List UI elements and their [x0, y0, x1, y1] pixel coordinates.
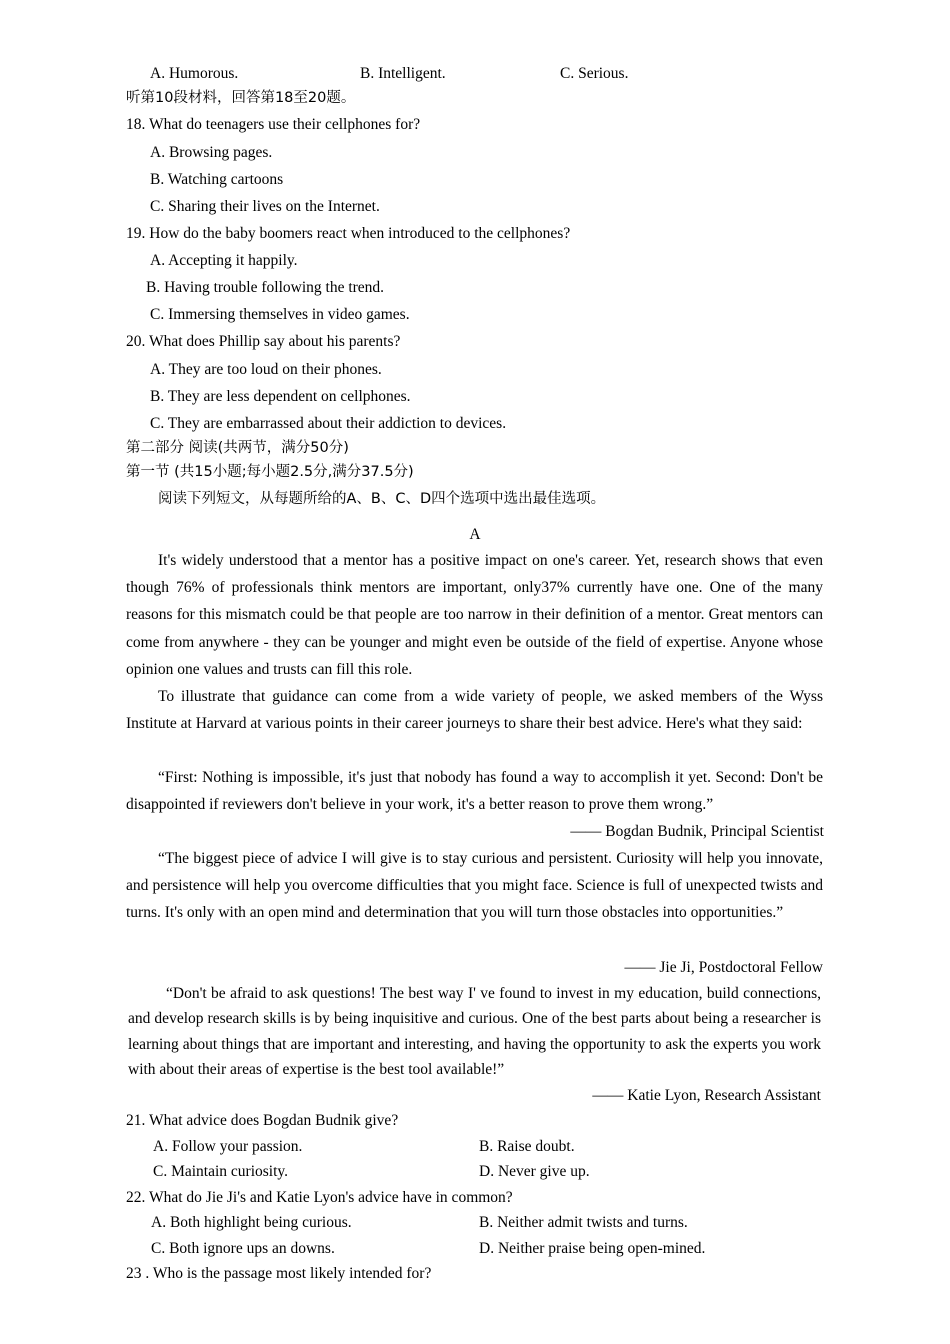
q20-option-c: C. They are embarrassed about their addiction to devices.: [150, 415, 507, 432]
passage-paragraph-2: To illustrate that guidance can come from a wide variety of people, we asked members of the Wyss Institute at Harvard at various points in their career journeys to share their best advice. Here's what they said:: [126, 688, 823, 733]
q22-option-c: C. Both ignore ups an downs.: [151, 1240, 335, 1257]
q18-option-b: B. Watching cartoons: [150, 171, 284, 188]
section1-title: 第一节 (共15小题;每小题2.5分,满分37.5分): [126, 464, 414, 480]
quote-jie-ji: “The biggest piece of advice I will give is to stay curious and persistent. Curiosity will help you innovate, and persistence will help you overcome difficulties that you might face. Science is full of unexpected twists and turns. It's only with an open mind and determination that you will turn those obstacles into opportunities.”: [126, 850, 823, 922]
q22-stem: 22. What do Jie Ji's and Katie Lyon's advice have in common?: [126, 1189, 513, 1206]
q17-option-c: C. Serious.: [560, 65, 629, 82]
q18-option-a: A. Browsing pages.: [150, 144, 273, 161]
q20-option-b: B. They are less dependent on cellphones.: [150, 388, 411, 405]
passage-label: A: [469, 526, 481, 543]
quote-budnik: “First: Nothing is impossible, it's just that nobody has found a way to accomplish it yet. Second: Don't be disappointed if reviewers don't believe in your work, it's a better reason to prove them wrong.”: [126, 769, 823, 814]
q17-option-a: A. Humorous.: [150, 65, 239, 82]
q22-option-a: A. Both highlight being curious.: [151, 1214, 352, 1231]
q18-option-c: C. Sharing their lives on the Internet.: [150, 198, 380, 215]
q19-option-a: A. Accepting it happily.: [150, 252, 298, 269]
q20-option-a: A. They are too loud on their phones.: [150, 361, 382, 378]
section10-intro: 听第10段材料，回答第18至20题。: [126, 90, 356, 106]
part2-title: 第二部分 阅读(共两节，满分50分): [126, 440, 349, 456]
q21-stem: 21. What advice does Bogdan Budnik give?: [126, 1112, 399, 1129]
q21-option-a: A. Follow your passion.: [153, 1138, 303, 1155]
q21-option-b: B. Raise doubt.: [479, 1138, 575, 1155]
quote-katie-lyon: “Don't be afraid to ask questions! The best way I' ve found to invest in my education, build connections, and develop research skills is by being inquisitive and curious. One of the best parts about being a researcher is learning about things that are important and interesting, and having the opportunity to ask the experts you work with about their areas of expertise is the best tool available!”: [128, 985, 821, 1078]
instructions: 阅读下列短文，从每题所给的A、B、C、D四个选项中选出最佳选项。: [158, 491, 606, 507]
q22-option-d: D. Neither praise being open-mined.: [479, 1240, 706, 1257]
attribution-katie-lyon: —— Katie Lyon, Research Assistant: [592, 1087, 821, 1104]
q17-option-b: B. Intelligent.: [360, 65, 446, 82]
q20-stem: 20. What does Phillip say about his parents?: [126, 333, 401, 350]
q19-option-b: B. Having trouble following the trend.: [146, 279, 385, 296]
attribution-budnik: —— Bogdan Budnik, Principal Scientist: [570, 823, 824, 840]
q22-option-b: B. Neither admit twists and turns.: [479, 1214, 688, 1231]
q18-stem: 18. What do teenagers use their cellphones for?: [126, 116, 421, 133]
q23-stem: 23 . Who is the passage most likely intended for?: [126, 1265, 432, 1282]
q21-option-d: D. Never give up.: [479, 1163, 590, 1180]
passage-paragraph-1: It's widely understood that a mentor has a positive impact on one's career. Yet, research shows that even though 76% of professionals think mentors are important, only37% currently have one. One of the many reasons for this mismatch could be that people are too narrow in their definition of a mentor. Great mentors can come from anywhere - they can be younger and might even be outside of the field of expertise. Anyone whose opinion one values and trusts can fill this role.: [126, 552, 823, 678]
q19-stem: 19. How do the baby boomers react when introduced to the cellphones?: [126, 225, 571, 242]
q19-option-c: C. Immersing themselves in video games.: [150, 306, 410, 323]
q21-option-c: C. Maintain curiosity.: [153, 1163, 289, 1180]
attribution-jie-ji: —— Jie Ji, Postdoctoral Fellow: [624, 959, 823, 976]
